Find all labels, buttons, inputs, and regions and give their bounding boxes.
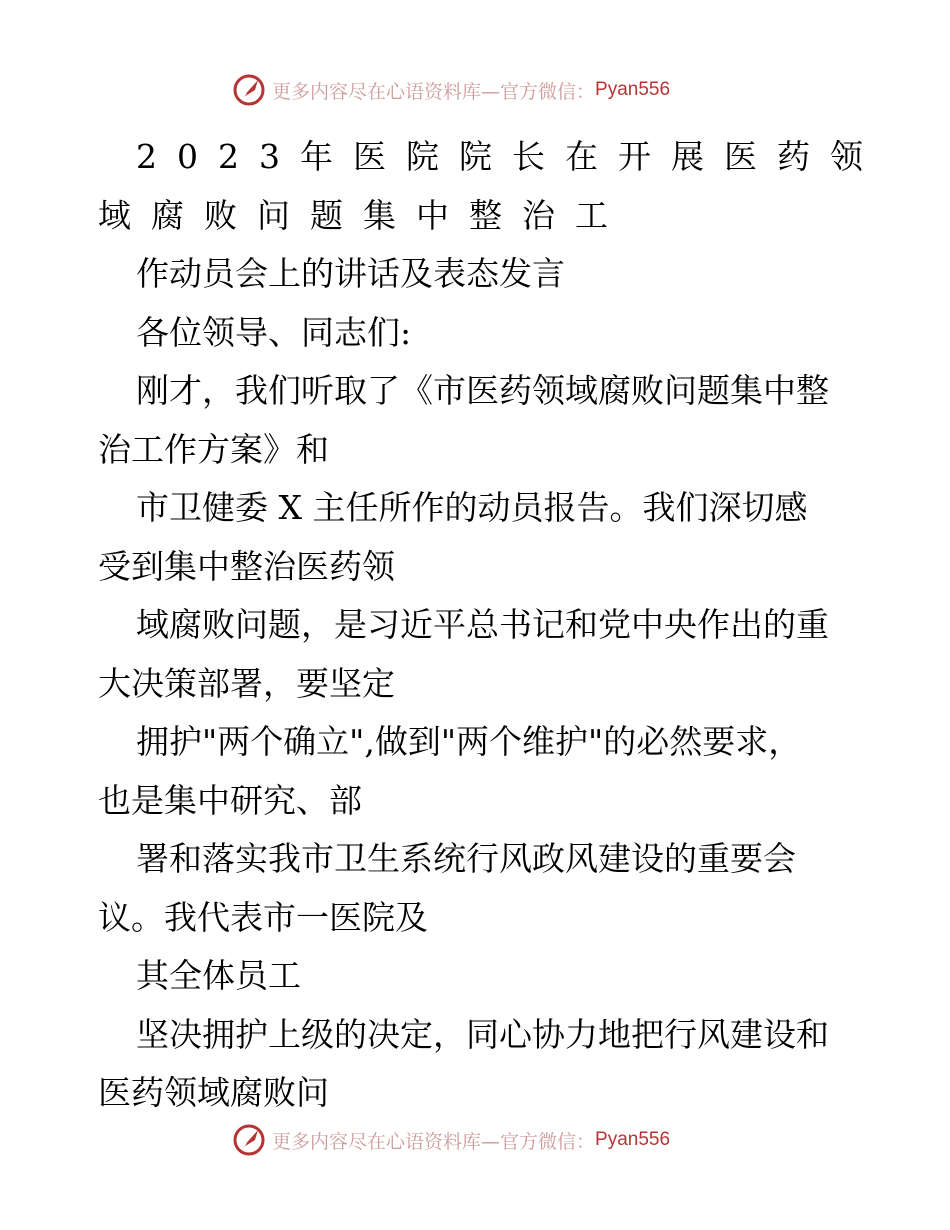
body-line: 署和落实我市卫生系统行风政风建设的重要会: [136, 839, 796, 878]
body-line: 治工作方案》和: [98, 429, 329, 469]
body-line: 大决策部署，要坚定: [98, 663, 395, 703]
body-line: 也是集中研究、部: [98, 780, 362, 820]
watermark-wechat-id: Pyan556: [595, 1129, 671, 1150]
footer-watermark: [232, 1122, 670, 1158]
title-line: 2023年医院院长在开展医药领: [136, 137, 883, 176]
body-line: 域腐败问题，是习近平总书记和党中央作出的重: [136, 605, 829, 644]
body-line: 市卫健委 X 主任所作的动员报告。我们深切感: [136, 488, 808, 527]
body-line: 受到集中整治医药领: [98, 546, 395, 586]
header-watermark: [232, 72, 670, 108]
body-line: 议。我代表市一医院及: [98, 897, 428, 937]
body-line: 刚才，我们听取了《市医药领域腐败问题集中整: [136, 371, 829, 410]
document-body: [98, 128, 883, 1123]
body-line: 其全体员工: [136, 956, 301, 995]
title-line: 域腐败问题集中整治工: [98, 195, 628, 235]
watermark-text: 更多内容尽在心语资料库—官方微信：: [272, 1130, 596, 1153]
watermark-wechat-id: Pyan556: [595, 79, 671, 100]
body-line: 坚决拥护上级的决定，同心协力地把行风建设和: [136, 1014, 829, 1054]
salutation: 各位领导、同志们:: [136, 312, 412, 352]
title-line: 作动员会上的讲话及表态发言: [136, 254, 565, 293]
body-line: 医药领域腐败问: [98, 1073, 329, 1112]
quill-seal-icon: [232, 1123, 266, 1157]
body-line: 拥护"两个确立",做到"两个维护"的必然要求，: [136, 722, 802, 761]
watermark-text: 更多内容尽在心语资料库—官方微信：: [272, 80, 596, 103]
quill-seal-icon: [232, 73, 266, 107]
